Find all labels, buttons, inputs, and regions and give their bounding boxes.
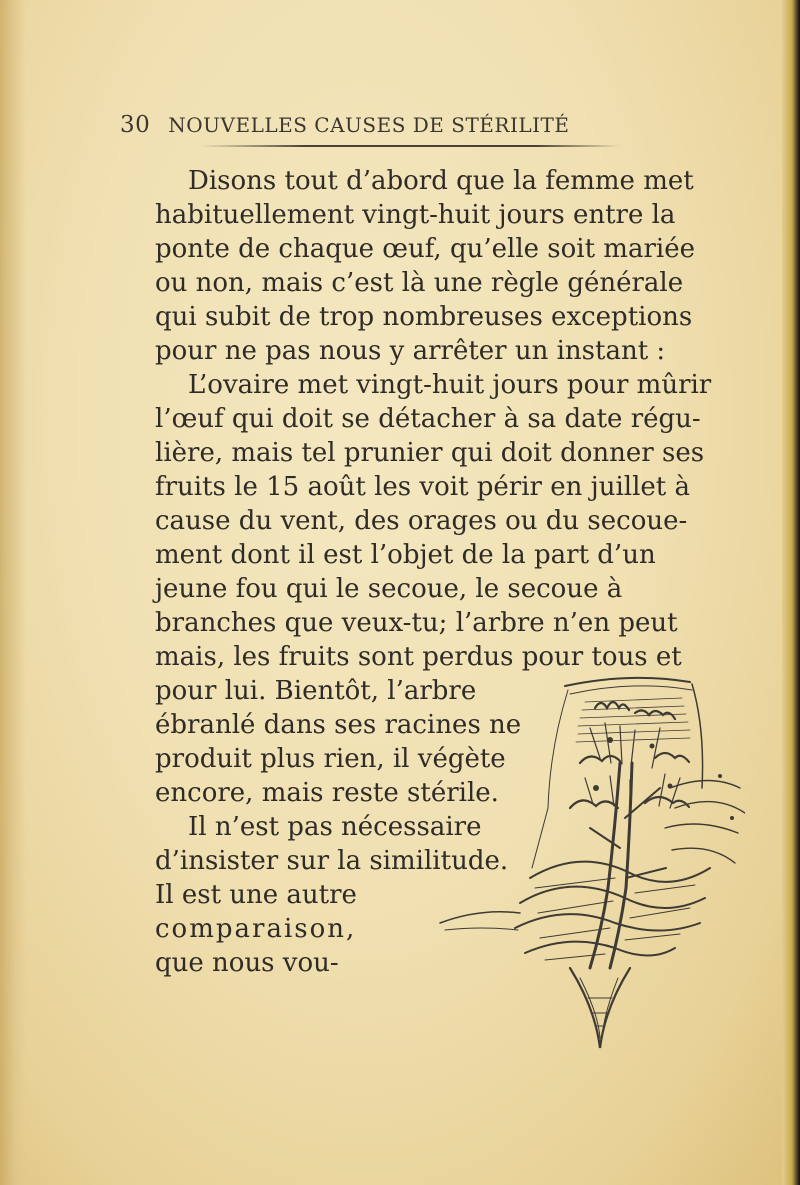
page-edge-shadow [782,0,800,1185]
text-line: d’insister sur la similitude. [155,846,509,876]
text-line: mais, les fruits sont perdus pour tous et [155,642,682,672]
text-line: que nous vou- [155,948,339,978]
text-line: ment dont il est l’objet de la part d’un [155,540,656,570]
running-title: NOUVELLES CAUSES DE STÉRILITÉ [168,113,570,137]
text-line: ou non, mais c’est là une règle générale [155,268,684,298]
text-line: ponte de chaque œuf, qu’elle soit mariée [155,234,695,264]
text-line: l’œuf qui doit se détacher à sa date régu- [155,404,701,434]
text-line: lière, mais tel prunier qui doit donner ses [155,438,705,468]
text-line: cause du vent, des orages ou du secoue- [155,506,688,536]
text-line: encore, mais reste stérile. [155,778,499,808]
text-line: fruits le 15 août les voit périr en juillet à [155,472,690,502]
text-line: pour ne pas nous y arrêter un instant : [155,336,666,366]
text-line: Il est une autre [155,880,357,910]
text-line: Il n’est pas nécessaire [188,812,482,842]
text-line: habituellement vingt-huit jours entre la [155,200,676,230]
header-rule [200,145,620,147]
text-line: pour lui. Bientôt, l’arbre [155,676,477,706]
text-line: produit plus rien, il végète [155,744,506,774]
text-line: comparaison, [155,914,357,944]
text-line: Disons tout d’abord que la femme met [188,166,694,196]
text-line: branches que veux-tu; l’arbre n’en peut [155,608,678,638]
page-gutter-shadow [0,0,26,1185]
text-line: jeune fou qui le secoue, le secoue à [155,574,623,604]
text-line: ébranlé dans ses racines ne [155,710,522,740]
page-number: 30 [120,112,151,138]
running-header [120,112,569,138]
engraved-tree-vignette-icon [420,668,745,1068]
text-line: qui subit de trop nombreuses exceptions [155,302,693,332]
text-line: L’ovaire met vingt-huit jours pour mûrir [188,370,712,400]
